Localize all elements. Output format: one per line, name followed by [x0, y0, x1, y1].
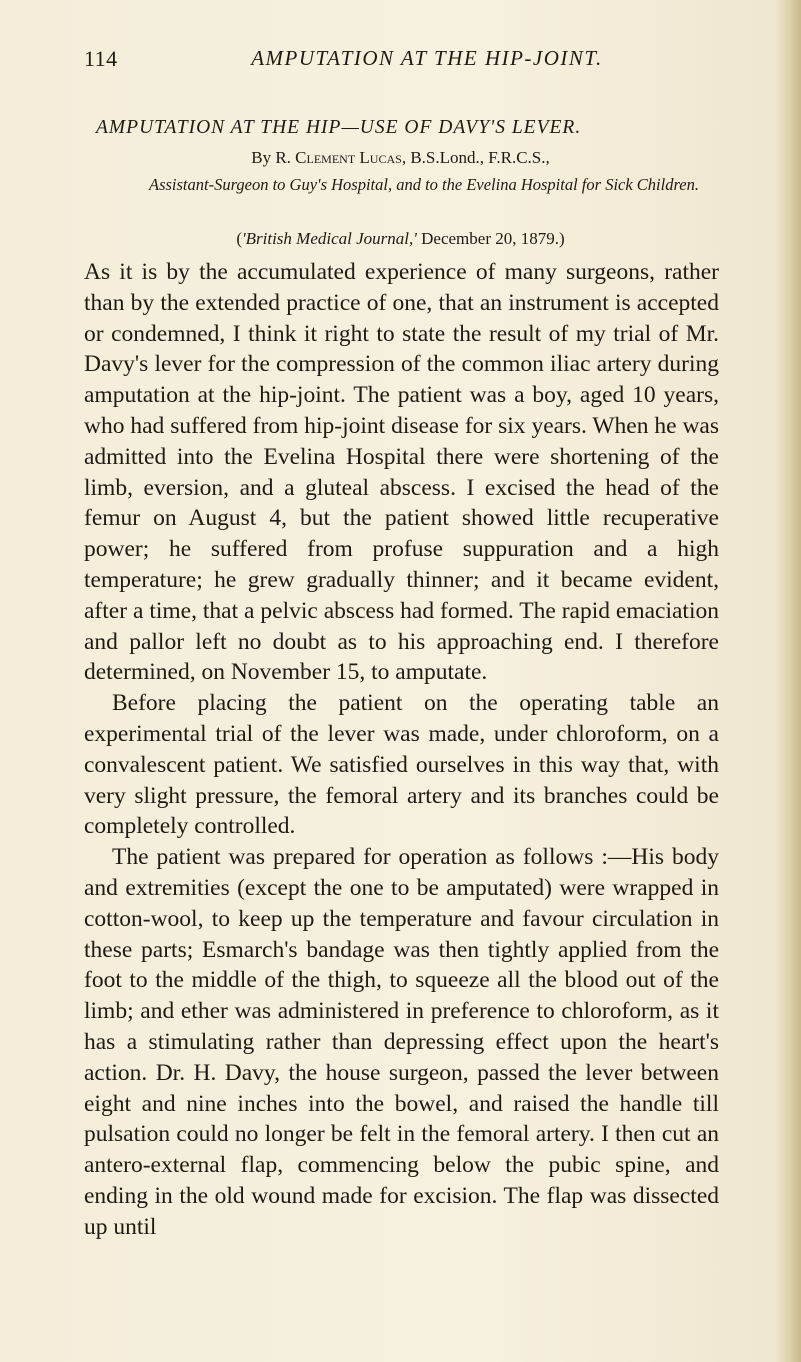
byline: [0, 148, 801, 168]
citation-journal: 'British Medical Journal,': [242, 229, 417, 248]
article-body: [84, 257, 719, 1243]
author-credentials: , B.S.Lond., F.R.C.S.,: [401, 148, 550, 167]
byline-prefix: By: [251, 148, 272, 167]
paragraph: The patient was prepared for operation as follows :—His body and extremities (except the one to be amputated) were wrapped in cotton-wool, to keep up the temperature and favour circulation in these parts; Esmarch's bandage was then tightly applied from the foot to the middle of the thigh, to squeeze all the blood out of the limb; and ether was administered in preference to chloroform, as it has a stimulating rather than depressing effect upon the heart's action. Dr. H. Davy, the house surgeon, passed the lever between eight and nine inches into the bowel, and raised the handle till pulsation could no longer be felt in the femoral artery. I then cut an antero-external flap, commencing below the pubic spine, and ending in the old wound made for excision. The flap was dissected up until: [84, 844, 719, 1240]
citation-open: (: [236, 229, 242, 248]
page-edge-shadow: [775, 0, 801, 1362]
paragraph: As it is by the accumulated experience of many surgeons, rather than by the extended practice of one, that an instrument is accepted or condemned, I think it right to state the result of my trial of Mr. Davy's lever for the compression of the common iliac artery during amputation at the hip-joint. The patient was a boy, aged 10 years, who had suffered from hip-joint disease for six years. When he was admitted into the Evelina Hospital there were shortening of the limb, eversion, and a gluteal abscess. I excised the head of the femur on August 4, but the patient showed little recuperative power; he suffered from profuse suppuration and a high temperature; he grew gradually thinner; and it became evident, after a time, that a pelvic abscess had formed. The rapid emaciation and pallor left no doubt as to his approaching end. I therefore determined, on November 15, to amputate.: [84, 259, 719, 686]
citation-date: December 20, 1879.): [416, 229, 565, 248]
article-title: AMPUTATION AT THE HIP—USE OF DAVY'S LEVER.: [96, 117, 582, 138]
author-name: R. Clement Lucas: [275, 148, 402, 167]
running-head: [84, 46, 724, 78]
paragraph: Before placing the patient on the operating table an experimental trial of the lever was made, under chloroform, on a convalescent patient. We satisfied ourselves in this way that, with very slight pressure, the femoral artery and its branches could be completely controlled.: [84, 690, 719, 840]
page-number: 114: [84, 46, 118, 71]
running-title: AMPUTATION AT THE HIP-JOINT.: [251, 46, 603, 70]
source-citation: [0, 229, 801, 249]
author-affiliation: Assistant-Surgeon to Guy's Hospital, and to the Evelina Hospital for Sick Children.: [149, 175, 699, 194]
